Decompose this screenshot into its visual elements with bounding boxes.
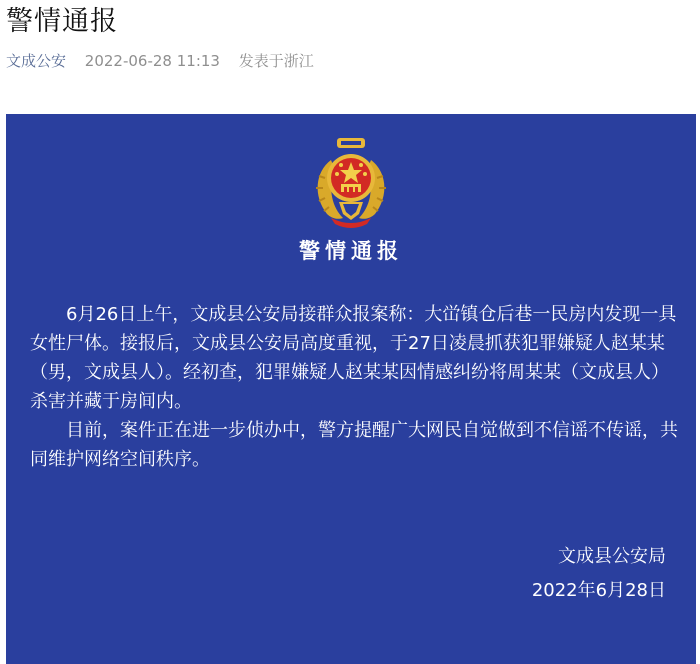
article-title: 警情通报 [6, 6, 118, 37]
publish-datetime: 2022-06-28 11:13 [84, 52, 220, 70]
notice-title: 警情通报 [299, 239, 403, 263]
article-meta [6, 50, 328, 72]
publish-location: 发表于浙江 [238, 52, 314, 70]
issue-date: 2022年6月28日 [531, 580, 666, 601]
notice-paragraph: 目前，案件正在进一步侦办中，警方提醒广大网民自觉做到不信谣不传谣，共同维护网络空间秩序。 [30, 420, 678, 470]
police-badge-icon [6, 132, 696, 232]
issuer-name: 文成县公安局 [558, 546, 666, 567]
notice-body [30, 300, 678, 474]
notice-signature-block [532, 542, 666, 610]
author-link[interactable]: 文成公安 [6, 52, 67, 70]
notice-paragraph: 6月26日上午，文成县公安局接群众报案称：大峃镇仓后巷一民房内发现一具女性尸体。接报后，文成县公安局高度重视，于27日凌晨抓获犯罪嫌疑人赵某某（男，文成县人）。经初查，犯罪嫌疑人赵某某因情感纠纷将周某某（文成县人）杀害并藏于房间内。 [30, 304, 677, 412]
notice-image [6, 114, 696, 664]
